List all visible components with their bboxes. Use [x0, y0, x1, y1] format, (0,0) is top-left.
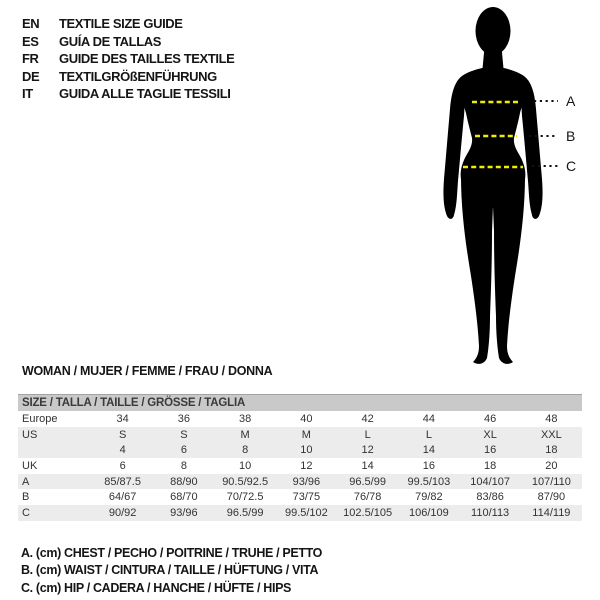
size-cell: 73/75: [292, 491, 321, 504]
measure-label-b: B: [566, 128, 576, 144]
size-cell: 20: [545, 459, 558, 472]
lang-title: GUIDE DES TAILLES TEXTILE: [59, 51, 235, 67]
size-cell: 16: [422, 459, 435, 472]
size-table: [18, 394, 582, 521]
size-cell: 90.5/92.5: [222, 475, 269, 488]
silhouette-left-leg: [461, 176, 493, 364]
lang-code: EN: [22, 16, 40, 31]
section-title: WOMAN / MUJER / FEMME / FRAU / DONNA: [22, 364, 273, 378]
size-cell: M: [240, 428, 250, 441]
size-cell: 10: [300, 444, 313, 457]
size-cell: 36: [177, 412, 190, 425]
size-cell: 18: [484, 459, 497, 472]
size-table-grid: [18, 411, 582, 521]
size-cell: 64/67: [108, 491, 137, 504]
row-label: A: [22, 475, 30, 488]
size-cell: S: [118, 428, 127, 441]
legend-line-chest: A. (cm) CHEST / PECHO / POITRINE / TRUHE / PETTO: [21, 546, 323, 560]
size-cell: 102.5/105: [343, 506, 393, 519]
size-cell: 110/113: [471, 506, 510, 519]
lang-code: IT: [22, 86, 33, 102]
table-row: [18, 489, 582, 505]
lang-title: TEXTILGRÖßENFÜHRUNG: [59, 68, 217, 84]
size-cell: L: [425, 428, 432, 441]
size-cell: 76/78: [353, 491, 382, 504]
size-cell: 8: [242, 444, 249, 457]
table-row: [18, 411, 582, 427]
lang-code: ES: [22, 33, 39, 49]
size-cell: 6: [180, 444, 187, 457]
size-cell: 99.5/103: [407, 475, 451, 488]
size-cell: 85/87.5: [104, 475, 141, 488]
size-cell: XL: [483, 428, 497, 441]
silhouette-torso: [457, 68, 530, 208]
size-cell: 8: [180, 459, 187, 472]
size-cell: 79/82: [415, 491, 443, 504]
size-cell: 12: [361, 444, 374, 457]
size-cell: 93/96: [170, 506, 198, 519]
language-title-block: [22, 15, 234, 103]
silhouette-right-arm: [522, 80, 543, 219]
size-cell: 70/72.5: [226, 491, 264, 504]
size-cell: 90/92: [108, 506, 137, 519]
lang-title: GUIDA ALLE TAGLIE TESSILI: [59, 86, 231, 102]
size-cell: XXL: [540, 428, 562, 441]
row-label: C: [22, 506, 30, 519]
size-cell: M: [301, 428, 311, 441]
legend-line-waist: B. (cm) WAIST / CINTURA / TAILLE / HÜFTUNG / VITA: [21, 563, 319, 578]
size-cell: 42: [361, 412, 374, 425]
row-label: Europe: [22, 412, 58, 425]
row-label: UK: [22, 459, 38, 472]
size-cell: L: [364, 428, 371, 441]
size-cell: S: [180, 428, 188, 441]
size-cell: 93/96: [292, 475, 321, 488]
measure-legend: [21, 545, 322, 597]
size-cell: 88/90: [170, 475, 198, 488]
size-cell: 96.5/99: [349, 475, 386, 488]
lang-title: GUÍA DE TALLAS: [59, 33, 162, 49]
size-cell: 12: [300, 459, 313, 472]
row-label: [18, 442, 92, 458]
size-cell: 114/119: [532, 506, 571, 519]
woman-silhouette: [410, 0, 600, 380]
size-cell: 14: [422, 444, 435, 457]
legend-line-hip: C. (cm) HIP / CADERA / HANCHE / HÜFTE / HIPS: [21, 580, 292, 595]
size-cell: 68/70: [170, 491, 198, 504]
lang-code: DE: [22, 68, 40, 84]
size-cell: 14: [361, 459, 374, 472]
table-row: [18, 458, 582, 474]
silhouette-right-leg: [493, 176, 525, 364]
size-cell: 46: [484, 412, 497, 425]
silhouette-left-arm: [443, 80, 464, 219]
size-cell: 34: [116, 412, 129, 425]
lang-title: TEXTILE SIZE GUIDE: [59, 16, 183, 31]
size-cell: 10: [239, 459, 252, 472]
lang-code: FR: [22, 51, 39, 67]
size-cell: 48: [545, 412, 558, 425]
size-cell: 44: [422, 412, 435, 425]
size-cell: 99.5/102: [284, 506, 328, 519]
table-row: [18, 427, 582, 443]
size-table-header: SIZE / TALLA / TAILLE / GRÖSSE / TAGLIA: [18, 394, 582, 411]
size-cell: 104/107: [470, 475, 510, 488]
size-cell: 96.5/99: [226, 506, 264, 519]
size-cell: 6: [119, 459, 126, 472]
size-cell: 107/110: [531, 475, 571, 488]
row-label: US: [22, 428, 38, 441]
table-row: [18, 474, 582, 490]
measure-label-a: A: [566, 93, 576, 109]
size-cell: 4: [119, 444, 126, 457]
size-cell: 83/86: [476, 491, 504, 504]
size-cell: 38: [239, 412, 252, 425]
row-label: B: [22, 491, 30, 504]
size-cell: 40: [300, 412, 313, 425]
measure-label-c: C: [566, 158, 577, 174]
size-cell: 16: [484, 444, 497, 457]
table-row: [18, 505, 582, 521]
size-cell: 106/109: [408, 506, 449, 519]
table-row: [18, 442, 582, 458]
size-cell: 87/90: [537, 491, 566, 504]
size-cell: 18: [545, 444, 558, 457]
measurement-figure: [410, 0, 600, 380]
